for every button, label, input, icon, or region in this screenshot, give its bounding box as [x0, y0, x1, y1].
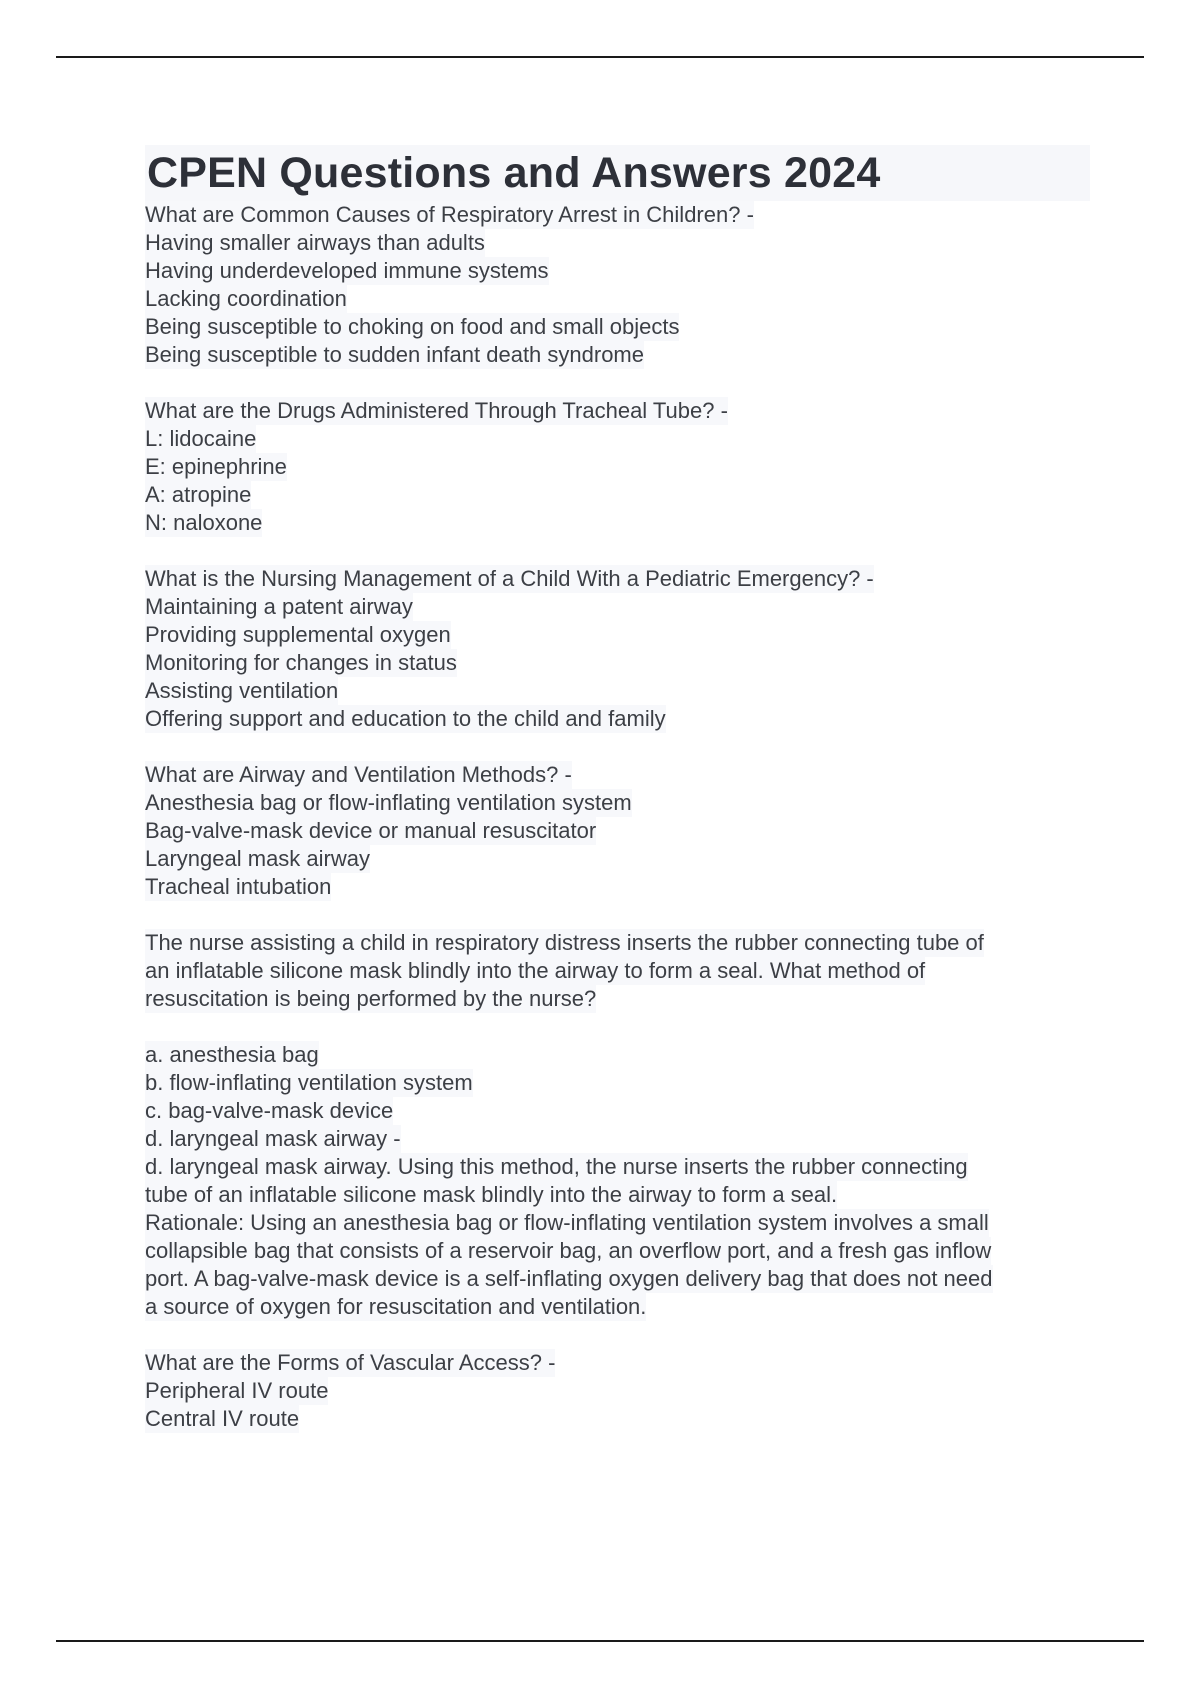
question-line: What are the Forms of Vascular Access? - [145, 1350, 556, 1375]
rationale-line: Rationale: Using an anesthesia bag or flow-inflating ventilation system involves a small [145, 1210, 989, 1235]
qa-section-tracheal-drugs [145, 397, 1090, 537]
rationale-line: port. A bag-valve-mask device is a self-inflating oxygen delivery bag that does not need [145, 1266, 993, 1291]
answer-line: Central IV route [145, 1406, 300, 1431]
answer-line: d. laryngeal mask airway. Using this method, the nurse inserts the rubber connecting [145, 1154, 968, 1179]
top-divider [56, 56, 1144, 58]
answer-line: Bag-valve-mask device or manual resuscitator [145, 818, 597, 843]
answer-line: Providing supplemental oxygen [145, 622, 451, 647]
question-line: What is the Nursing Management of a Child With a Pediatric Emergency? - [145, 566, 874, 591]
bottom-divider [56, 1640, 1144, 1642]
question-line: What are the Drugs Administered Through Tracheal Tube? - [145, 398, 728, 423]
answer-line: Anesthesia bag or flow-inflating ventilation system [145, 790, 632, 815]
document-title: CPEN Questions and Answers 2024 [145, 145, 1090, 201]
answer-line: Tracheal intubation [145, 874, 332, 899]
qa-section-vascular-access [145, 1349, 1090, 1433]
answer-line: Having underdeveloped immune systems [145, 258, 549, 283]
qa-section-airway-methods [145, 761, 1090, 901]
qa-section-respiratory-arrest [145, 201, 1090, 369]
answer-line: Maintaining a patent airway [145, 594, 413, 619]
answer-line: Peripheral IV route [145, 1378, 329, 1403]
option-line: c. bag-valve-mask device [145, 1098, 394, 1123]
question-line: resuscitation is being performed by the nurse? [145, 986, 597, 1011]
answer-line: Having smaller airways than adults [145, 230, 485, 255]
answer-line: A: atropine [145, 482, 252, 507]
question-line: an inflatable silicone mask blindly into the airway to form a seal. What method of [145, 958, 926, 983]
question-line: What are Airway and Ventilation Methods? - [145, 762, 572, 787]
answer-line: Monitoring for changes in status [145, 650, 457, 675]
answer-line: E: epinephrine [145, 454, 287, 479]
question-line: What are Common Causes of Respiratory Arrest in Children? - [145, 202, 754, 227]
document-body [145, 145, 1090, 1433]
rationale-line: a source of oxygen for resuscitation and ventilation. [145, 1294, 647, 1319]
answer-line: Assisting ventilation [145, 678, 339, 703]
qa-section-scenario-question [145, 929, 1090, 1013]
answer-line: tube of an inflatable silicone mask blindly into the airway to form a seal. [145, 1182, 838, 1207]
qa-section-nursing-management [145, 565, 1090, 733]
answer-line: Being susceptible to sudden infant death syndrome [145, 342, 644, 367]
answer-line: N: naloxone [145, 510, 263, 535]
answer-line: Offering support and education to the child and family [145, 706, 666, 731]
qa-section-scenario-options [145, 1041, 1090, 1321]
answer-line: Lacking coordination [145, 286, 347, 311]
answer-line: Laryngeal mask airway [145, 846, 370, 871]
answer-line: L: lidocaine [145, 426, 257, 451]
option-line: b. flow-inflating ventilation system [145, 1070, 473, 1095]
answer-line: Being susceptible to choking on food and small objects [145, 314, 680, 339]
option-line: d. laryngeal mask airway - [145, 1126, 401, 1151]
rationale-line: collapsible bag that consists of a reservoir bag, an overflow port, and a fresh gas inflow [145, 1238, 992, 1263]
option-line: a. anesthesia bag [145, 1042, 319, 1067]
question-line: The nurse assisting a child in respiratory distress inserts the rubber connecting tube of [145, 930, 984, 955]
